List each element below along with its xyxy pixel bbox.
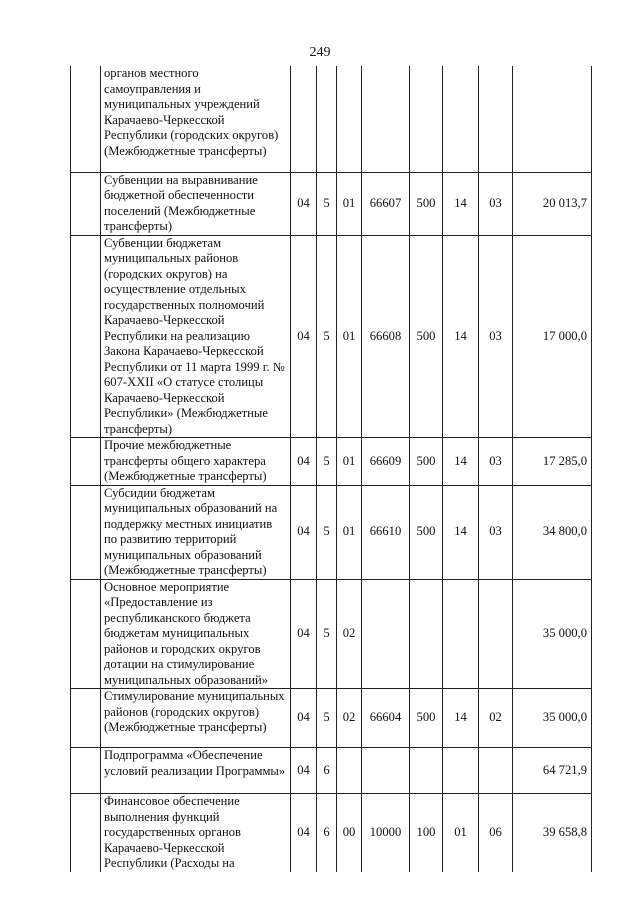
code-event-cell: [337, 66, 362, 172]
page-number: 249: [309, 45, 331, 60]
table-row: [71, 438, 592, 486]
code-direction-cell: 10000: [362, 794, 410, 872]
code-section-cell: [443, 748, 479, 794]
code-event-cell: 02: [337, 689, 362, 748]
expense-name-cell: Финансовое обеспечение выполнения функций государственных органов Карачаево-Черкесской Республики (Расходы на: [101, 794, 291, 872]
code-expense-type-cell: 100: [410, 794, 443, 872]
amount-cell: 20 013,7: [513, 172, 592, 235]
row-number-cell: [71, 748, 101, 794]
code-subsection-cell: 03: [479, 485, 513, 579]
expense-name-cell: Подпрограмма «Обеспечение условий реализации Программы»: [101, 748, 291, 794]
code-section-cell: 14: [443, 485, 479, 579]
code-direction-cell: [362, 748, 410, 794]
row-number-cell: [71, 485, 101, 579]
code-event-cell: 00: [337, 794, 362, 872]
code-expense-type-cell: 500: [410, 438, 443, 486]
code-subsection-cell: 03: [479, 235, 513, 438]
code-section-cell: 14: [443, 235, 479, 438]
code-program-cell: 5: [317, 579, 337, 689]
code-program-cell: 5: [317, 485, 337, 579]
expense-name-cell: Субвенции бюджетам муниципальных районов (городских округов) на осуществление отдельных государственных полномочий Карачаево-Черкесской Республики на реализацию Закона Карачаево-Черкесской Республики от 11 марта 1999 г. № 607-XXII «О статусе столицы Карачаево-Черкесской Республики» (Межбюджетные трансферты): [101, 235, 291, 438]
code-subprogram-cell: 04: [291, 579, 317, 689]
expense-name-cell: Прочие межбюджетные трансферты общего характера (Межбюджетные трансферты): [101, 438, 291, 486]
expense-name-cell: Субсидии бюджетам муниципальных образований на поддержку местных инициатив по развитию территорий муниципальных образований (Межбюджетные трансферты): [101, 485, 291, 579]
code-subprogram-cell: 04: [291, 689, 317, 748]
code-direction-cell: 66609: [362, 438, 410, 486]
code-subprogram-cell: 04: [291, 438, 317, 486]
expense-name-cell: Субвенции на выравнивание бюджетной обеспеченности поселений (Межбюджетные трансферты): [101, 172, 291, 235]
code-program-cell: 6: [317, 748, 337, 794]
amount-cell: 35 000,0: [513, 579, 592, 689]
code-event-cell: 01: [337, 235, 362, 438]
table-row: [71, 235, 592, 438]
code-section-cell: 01: [443, 794, 479, 872]
code-subprogram-cell: 04: [291, 748, 317, 794]
row-number-cell: [71, 438, 101, 486]
expense-name-cell: органов местного самоуправления и муниципальных учреждений Карачаево-Черкесской Республики (городских округов) (Межбюджетные трансферты): [101, 66, 291, 172]
code-event-cell: 01: [337, 172, 362, 235]
code-expense-type-cell: 500: [410, 172, 443, 235]
table-row: [71, 172, 592, 235]
row-number-cell: [71, 794, 101, 872]
row-number-cell: [71, 172, 101, 235]
expense-name-cell: Основное мероприятие «Предоставление из республиканского бюджета бюджетам муниципальных районов и городских округов дотации на стимулирование муниципальных образований»: [101, 579, 291, 689]
code-subsection-cell: [479, 579, 513, 689]
amount-cell: 35 000,0: [513, 689, 592, 748]
code-expense-type-cell: 500: [410, 235, 443, 438]
code-section-cell: [443, 66, 479, 172]
table-row: [71, 794, 592, 872]
code-subprogram-cell: 04: [291, 794, 317, 872]
code-subprogram-cell: [291, 66, 317, 172]
amount-cell: 39 658,8: [513, 794, 592, 872]
expense-name-cell: Стимулирование муниципальных районов (городских округов) (Межбюджетные трансферты): [101, 689, 291, 748]
code-subsection-cell: 02: [479, 689, 513, 748]
table-row: [71, 689, 592, 748]
code-program-cell: [317, 66, 337, 172]
code-program-cell: 5: [317, 172, 337, 235]
code-subsection-cell: [479, 66, 513, 172]
row-number-cell: [71, 689, 101, 748]
code-expense-type-cell: [410, 579, 443, 689]
code-expense-type-cell: 500: [410, 689, 443, 748]
row-number-cell: [71, 66, 101, 172]
row-number-cell: [71, 235, 101, 438]
table-row: [71, 748, 592, 794]
code-direction-cell: [362, 579, 410, 689]
code-subsection-cell: [479, 748, 513, 794]
code-section-cell: 14: [443, 172, 479, 235]
code-subsection-cell: 03: [479, 438, 513, 486]
code-subprogram-cell: 04: [291, 235, 317, 438]
code-program-cell: 6: [317, 794, 337, 872]
code-program-cell: 5: [317, 235, 337, 438]
budget-table: [70, 66, 592, 872]
code-direction-cell: 66608: [362, 235, 410, 438]
code-program-cell: 5: [317, 689, 337, 748]
code-section-cell: 14: [443, 689, 479, 748]
code-direction-cell: 66604: [362, 689, 410, 748]
code-subprogram-cell: 04: [291, 485, 317, 579]
table-row: [71, 66, 592, 172]
code-subprogram-cell: 04: [291, 172, 317, 235]
code-event-cell: 01: [337, 485, 362, 579]
table-row: [71, 579, 592, 689]
code-direction-cell: 66607: [362, 172, 410, 235]
code-event-cell: 02: [337, 579, 362, 689]
code-section-cell: 14: [443, 438, 479, 486]
code-subsection-cell: 06: [479, 794, 513, 872]
amount-cell: 17 285,0: [513, 438, 592, 486]
amount-cell: 34 800,0: [513, 485, 592, 579]
code-expense-type-cell: 500: [410, 485, 443, 579]
code-event-cell: [337, 748, 362, 794]
code-direction-cell: [362, 66, 410, 172]
code-expense-type-cell: [410, 748, 443, 794]
table-row: [71, 485, 592, 579]
amount-cell: 17 000,0: [513, 235, 592, 438]
code-direction-cell: 66610: [362, 485, 410, 579]
code-expense-type-cell: [410, 66, 443, 172]
row-number-cell: [71, 579, 101, 689]
amount-cell: [513, 66, 592, 172]
code-event-cell: 01: [337, 438, 362, 486]
code-section-cell: [443, 579, 479, 689]
amount-cell: 64 721,9: [513, 748, 592, 794]
code-program-cell: 5: [317, 438, 337, 486]
code-subsection-cell: 03: [479, 172, 513, 235]
